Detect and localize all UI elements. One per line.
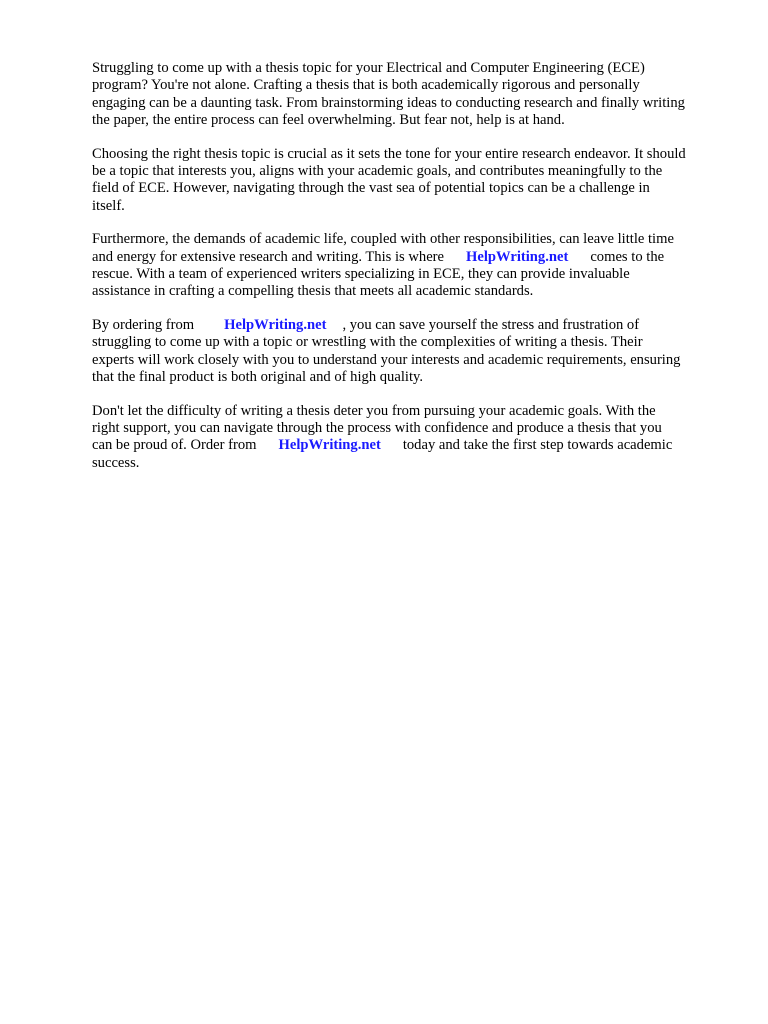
text-after-link: today and take the first step towards academic — [402, 437, 673, 454]
text-before-link: can be proud of. Order from — [92, 437, 257, 454]
paragraph-intro — [92, 60, 728, 130]
text-after-link: , you can save yourself the stress and frustration of — [342, 316, 640, 333]
document-body — [92, 60, 728, 488]
text-line: rescue. With a team of experienced writers specializing in ECE, they can provide invaluable — [92, 266, 630, 283]
text-line: field of ECE. However, navigating through the vast sea of potential topics can be a challenge in — [92, 180, 650, 197]
text-line: program? You're not alone. Crafting a thesis that is both academically rigorous and personally — [92, 77, 640, 94]
text-line: the paper, the entire process can feel overwhelming. But fear not, help is at hand. — [92, 112, 565, 129]
text-line: struggling to come up with a topic or wrestling with the complexities of writing a thesis. Their — [92, 334, 643, 351]
paragraph-ordering — [92, 317, 728, 387]
text-line: engaging can be a daunting task. From brainstorming ideas to conducting research and finally writing — [92, 94, 685, 111]
text-line-with-link — [92, 437, 728, 454]
helpwriting-link[interactable]: HelpWriting.net — [224, 316, 327, 333]
helpwriting-link[interactable]: HelpWriting.net — [278, 437, 381, 454]
text-line: right support, you can navigate through the process with confidence and produce a thesis that you — [92, 419, 662, 436]
text-before-link: By ordering from — [92, 316, 195, 333]
text-before-link: and energy for extensive research and writing. This is where — [92, 248, 445, 265]
text-line: assistance in crafting a compelling thesis that meets all academic standards. — [92, 283, 534, 300]
helpwriting-link[interactable]: HelpWriting.net — [466, 248, 569, 265]
text-after-link: comes to the — [590, 248, 665, 265]
text-line: experts will work closely with you to understand your interests and academic requirements, ensuring — [92, 351, 681, 368]
text-line: that the final product is both original and of high quality. — [92, 369, 423, 386]
paragraph-choosing-topic — [92, 146, 728, 216]
text-line: Choosing the right thesis topic is crucial as it sets the tone for your entire research endeavor. It should — [92, 145, 686, 162]
text-line: Furthermore, the demands of academic life, coupled with other responsibilities, can leave little time — [92, 231, 674, 248]
text-line: itself. — [92, 197, 125, 214]
text-line: be a topic that interests you, aligns with your academic goals, and contributes meaningfully to the — [92, 163, 663, 180]
text-line: success. — [92, 454, 140, 471]
text-line-with-link — [92, 317, 728, 334]
text-line-with-link — [92, 249, 728, 266]
paragraph-demands — [92, 231, 728, 301]
text-line: Struggling to come up with a thesis topic for your Electrical and Computer Engineering (ECE) — [92, 60, 645, 76]
paragraph-conclusion — [92, 403, 728, 473]
text-line: Don't let the difficulty of writing a thesis deter you from pursuing your academic goals. With the — [92, 402, 656, 419]
